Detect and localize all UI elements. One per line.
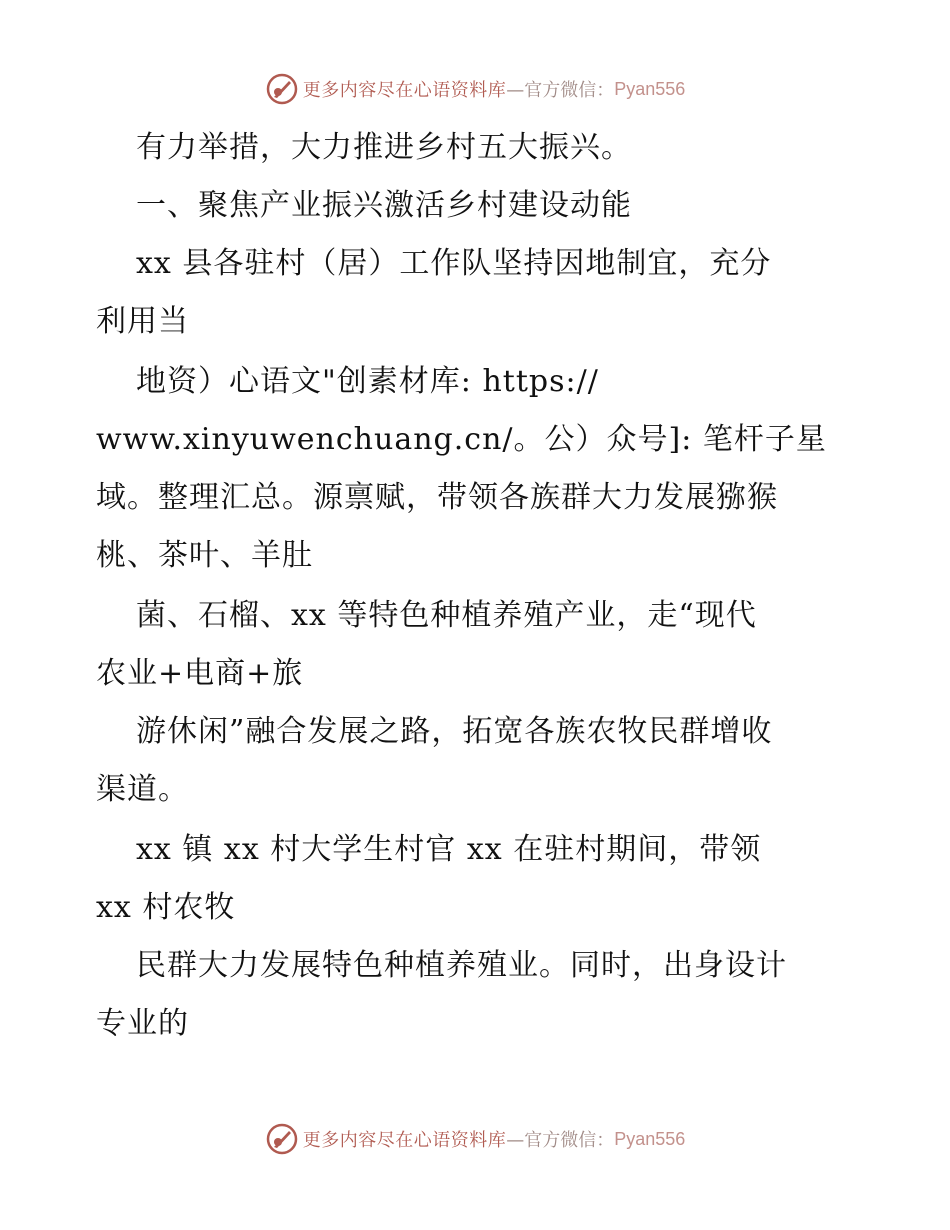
header-watermark [0,72,950,106]
text-line: 利用当 [96,304,189,339]
quill-seal-logo-icon [265,1122,299,1156]
text-line: 游休闲”融合发展之路，拓宽各族农牧民群增收 [136,714,773,749]
watermark-title: 更多内容尽在心语资料库 [302,80,507,101]
watermark-wechat-id: Pyan556 [614,1128,686,1149]
text-line: www.xinyuwenchuang.cn/。公）众号]: 笔杆子星 [96,422,827,457]
text-line: 桃、茶叶、羊肚 [96,538,313,573]
watermark-wechat-id: Pyan556 [614,78,686,99]
section-heading: 一、聚焦产业振兴激活乡村建设动能 [136,188,632,223]
text-line: 民群大力发展特色种植养殖业。同时，出身设计 [136,948,787,983]
watermark-label: —官方微信： [506,80,615,101]
text-line: 专业的 [96,1006,189,1041]
text-line: xx 村农牧 [96,890,236,925]
text-line: 菌、石榴、xx 等特色种植养殖产业，走“现代 [136,598,757,633]
text-line: xx 县各驻村（居）工作队坚持因地制宜，充分 [136,246,772,281]
watermark-title: 更多内容尽在心语资料库 [302,1130,507,1151]
watermark-label: —官方微信： [506,1130,615,1151]
footer-watermark [0,1122,950,1156]
quill-seal-logo-icon [265,72,299,106]
text-line: 域。整理汇总。源禀赋，带领各族群大力发展猕猴 [96,480,778,515]
text-line: 有力举措，大力推进乡村五大振兴。 [136,130,632,165]
text-line: xx 镇 xx 村大学生村官 xx 在驻村期间，带领 [136,832,762,867]
text-line: 地资）心语文"创素材库: https:// [136,364,599,399]
text-line: 渠道。 [96,772,189,807]
text-line: 农业+电商+旅 [96,656,304,691]
